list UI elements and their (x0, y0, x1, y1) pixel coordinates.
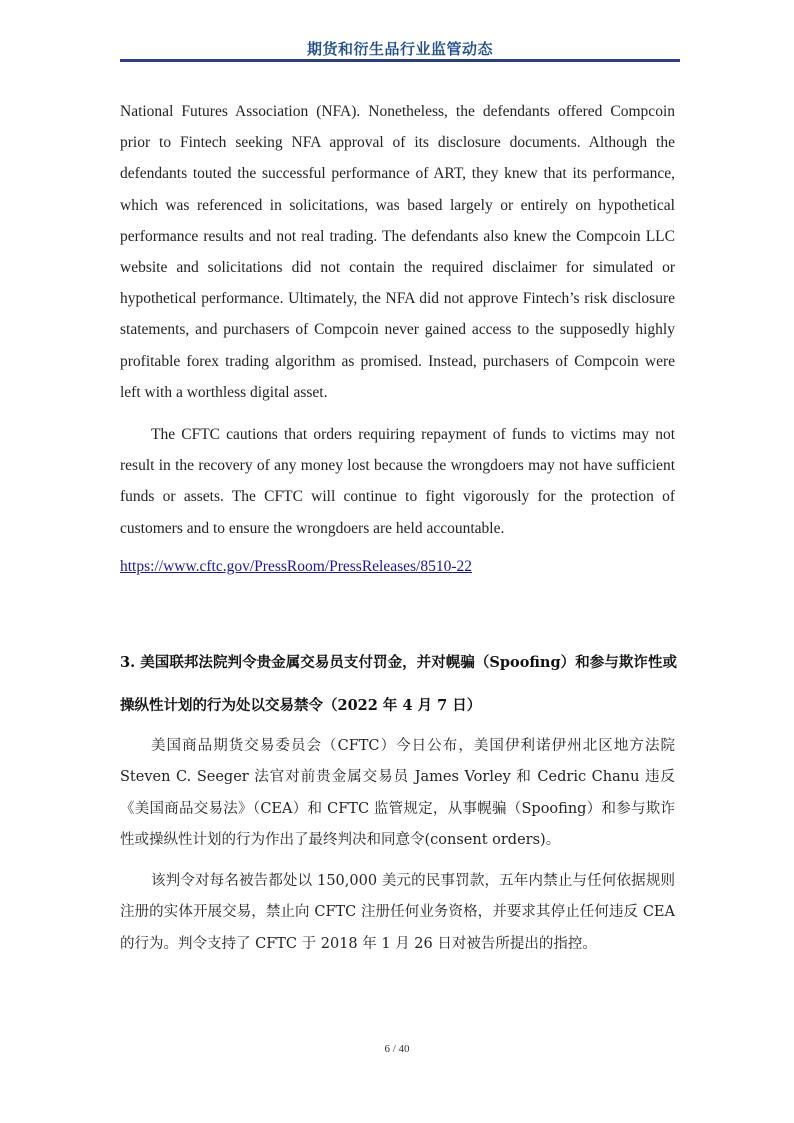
page-number: 6 / 40 (384, 1043, 410, 1055)
running-header-title: 期货和衍生品行业监管动态 (306, 40, 493, 58)
body-paragraph-cftc-caution: The CFTC cautions that orders requiring repayment of funds to victims may not result in the recovery of any money lost because the wrongdoers may not have sufficient funds or assets. The CFTC will continue to fight vigorously for the protection of customers and to ensure the wrongdoers are held accountable. (120, 426, 675, 537)
section-heading: 3. 美国联邦法院判令贵金属交易员支付罚金，并对幌骗（Spoofing）和参与欺诈性或操纵性计划的行为处以交易禁令（2022 年 4 月 7 日） (120, 654, 677, 714)
body-paragraph-nfa: National Futures Association (NFA). Nonetheless, the defendants offered Compcoin prior to Fintech seeking NFA approval of its disclosure documents. Although the defendants touted the successful performance of ART, they knew that its performance, which was referenced in solicitations, was based largely or entirely on hypothetical performance results and not real trading. The defendants also knew the Compcoin LLC website and solicitations did not contain the required disclaimer for simulated or hypothetical performance. Ultimately, the NFA did not approve Fintech’s risk disclosure statements, and purchasers of Compcoin never gained access to the supposedly highly profitable forex trading algorithm as promised. Instead, purchasers of Compcoin were left with a worthless digital asset. (120, 103, 675, 401)
section-paragraph-penalty: 该判令对每名被告都处以 150,000 美元的民事罚款，五年内禁止与任何依据规则注册的实体开展交易，禁止向 CFTC 注册任何业务资格，并要求其停止任何违反 CEA 的行为。判令支持了 CFTC 于 2018 年 1 月 26 日对被告所提出的指控。 (120, 873, 675, 952)
section-paragraph-judgment: 美国商品期货交易委员会（CFTC）今日公布，美国伊利诺伊州北区地方法院 Steven C. Seeger 法官对前贵金属交易员 James Vorley 和 Cedric Chanu 违反《美国商品交易法》（CEA）和 CFTC 监管规定，从事幌骗（Spoofing）和参与欺诈性或操纵性计划的行为作出了最终判决和同意令(consent orders)。 (120, 738, 675, 848)
press-release-link[interactable]: https://www.cftc.gov/PressRoom/PressReleases/8510-22 (120, 558, 473, 575)
header-divider (120, 59, 680, 62)
